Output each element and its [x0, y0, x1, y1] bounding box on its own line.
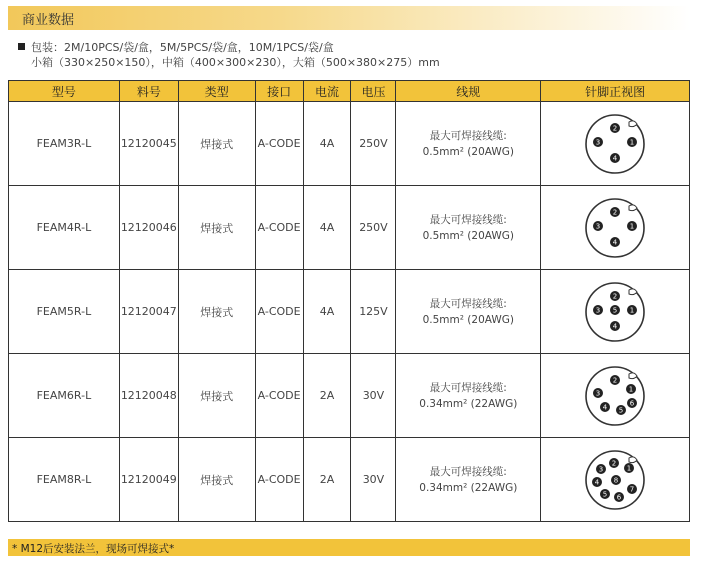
cell-model: FEAM4R-L — [9, 186, 120, 270]
pin-number: 3 — [598, 465, 604, 474]
pin-number: 2 — [611, 459, 617, 468]
pin-number: 4 — [612, 154, 618, 163]
cell-model: FEAM5R-L — [9, 270, 120, 354]
pin-number: 4 — [612, 238, 618, 247]
pin-number: 1 — [626, 464, 632, 473]
cell-part: 12120046 — [119, 186, 178, 270]
pin-number: 3 — [595, 389, 601, 398]
col-header-voltage: 电压 — [351, 81, 396, 102]
table-header-row — [9, 81, 690, 102]
wire-gauge-line-2: 0.5mm² (20AWG) — [422, 145, 514, 158]
cell-wire-gauge — [396, 102, 541, 186]
cell-type: 焊接式 — [178, 102, 255, 186]
cell-voltage: 125V — [351, 270, 396, 354]
connector-pinout-icon — [583, 364, 647, 428]
pin-number: 3 — [595, 138, 601, 147]
cell-interface: A-CODE — [255, 186, 303, 270]
cell-voltage: 30V — [351, 438, 396, 522]
cell-pin-view — [541, 354, 690, 438]
col-header-type: 类型 — [178, 81, 255, 102]
connector-pinout-icon — [583, 112, 647, 176]
pin-number: 5 — [618, 406, 624, 415]
cell-part: 12120047 — [119, 270, 178, 354]
col-header-current: 电流 — [303, 81, 351, 102]
wire-gauge-line-2: 0.5mm² (20AWG) — [422, 229, 514, 242]
section-header — [8, 6, 690, 30]
cell-current: 4A — [303, 186, 351, 270]
pin-number: 4 — [602, 403, 608, 412]
pin-number: 7 — [629, 485, 635, 494]
cell-voltage: 250V — [351, 186, 396, 270]
table-row — [9, 354, 690, 438]
pin-number: 1 — [628, 385, 634, 394]
table-row — [9, 270, 690, 354]
connector-key-notch — [629, 204, 637, 210]
connector-pinout-icon — [583, 280, 647, 344]
packing-info — [18, 40, 440, 70]
col-header-model: 型号 — [9, 81, 120, 102]
cell-interface: A-CODE — [255, 438, 303, 522]
wire-gauge-line-1: 最大可焊接线缆: — [429, 213, 507, 226]
col-header-wire: 线规 — [396, 81, 541, 102]
bullet-square-icon — [18, 43, 25, 50]
pin-number: 3 — [595, 306, 601, 315]
connector-key-notch — [629, 372, 637, 378]
table-row — [9, 186, 690, 270]
pin-number: 4 — [594, 478, 600, 487]
pin-number: 2 — [612, 292, 618, 301]
col-header-interface: 接口 — [255, 81, 303, 102]
wire-gauge-line-2: 0.5mm² (20AWG) — [422, 313, 514, 326]
cell-wire-gauge — [396, 438, 541, 522]
pin-number: 8 — [613, 476, 619, 485]
footer-note: * M12后安装法兰，现场可焊接式* — [12, 543, 175, 555]
cell-wire-gauge — [396, 270, 541, 354]
cell-voltage: 30V — [351, 354, 396, 438]
footer-note-bar — [8, 539, 690, 556]
wire-gauge-line-1: 最大可焊接线缆: — [429, 381, 507, 394]
pin-number: 2 — [612, 124, 618, 133]
packing-line-2: 小箱（330×250×150），中箱（400×300×230），大箱（500×380×275）mm — [31, 56, 440, 69]
table-row — [9, 438, 690, 522]
cell-type: 焊接式 — [178, 438, 255, 522]
pin-number: 5 — [602, 490, 608, 499]
pin-number: 2 — [612, 376, 618, 385]
pin-number: 4 — [612, 322, 618, 331]
wire-gauge-line-1: 最大可焊接线缆: — [429, 129, 507, 142]
cell-type: 焊接式 — [178, 270, 255, 354]
cell-voltage: 250V — [351, 102, 396, 186]
table-row — [9, 102, 690, 186]
pin-number: 1 — [629, 306, 635, 315]
wire-gauge-line-1: 最大可焊接线缆: — [429, 465, 507, 478]
cell-wire-gauge — [396, 186, 541, 270]
col-header-pin-view: 针脚正视图 — [541, 81, 690, 102]
wire-gauge-line-2: 0.34mm² (22AWG) — [419, 481, 518, 494]
cell-model: FEAM6R-L — [9, 354, 120, 438]
cell-current: 4A — [303, 270, 351, 354]
cell-interface: A-CODE — [255, 102, 303, 186]
cell-interface: A-CODE — [255, 270, 303, 354]
pin-number: 1 — [629, 138, 635, 147]
cell-current: 4A — [303, 102, 351, 186]
cell-part: 12120048 — [119, 354, 178, 438]
cell-type: 焊接式 — [178, 186, 255, 270]
cell-pin-view — [541, 270, 690, 354]
cell-wire-gauge — [396, 354, 541, 438]
cell-interface: A-CODE — [255, 354, 303, 438]
section-title: 商业数据 — [22, 13, 75, 28]
cell-pin-view — [541, 438, 690, 522]
pin-number: 2 — [612, 208, 618, 217]
pin-number: 1 — [629, 222, 635, 231]
pin-number: 6 — [616, 493, 622, 502]
pin-number: 6 — [629, 399, 635, 408]
cell-pin-view — [541, 186, 690, 270]
cell-current: 2A — [303, 438, 351, 522]
cell-type: 焊接式 — [178, 354, 255, 438]
wire-gauge-line-1: 最大可焊接线缆: — [429, 297, 507, 310]
spec-table — [8, 80, 690, 522]
cell-model: FEAM3R-L — [9, 102, 120, 186]
connector-pinout-icon — [583, 196, 647, 260]
packing-text: 包装：2M/10PCS/袋/盒，5M/5PCS/袋/盒，10M/1PCS/袋/盒 — [31, 41, 334, 54]
cell-part: 12120045 — [119, 102, 178, 186]
connector-key-notch — [629, 456, 637, 462]
cell-current: 2A — [303, 354, 351, 438]
wire-gauge-line-2: 0.34mm² (22AWG) — [419, 397, 518, 410]
connector-pinout-icon — [583, 448, 647, 512]
pin-number: 3 — [595, 222, 601, 231]
connector-key-notch — [629, 120, 637, 126]
cell-pin-view — [541, 102, 690, 186]
pin-number: 5 — [612, 306, 618, 315]
cell-model: FEAM8R-L — [9, 438, 120, 522]
packing-line-1 — [18, 40, 440, 55]
connector-key-notch — [629, 288, 637, 294]
cell-part: 12120049 — [119, 438, 178, 522]
col-header-part: 料号 — [119, 81, 178, 102]
